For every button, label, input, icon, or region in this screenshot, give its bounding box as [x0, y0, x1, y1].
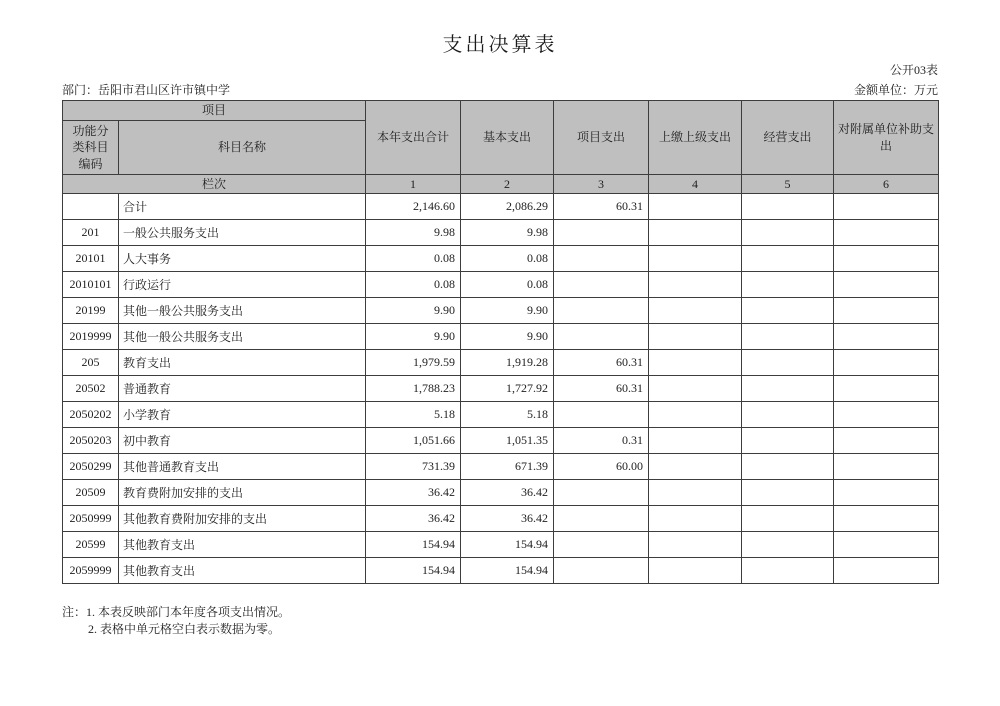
unit-label: 金额单位：万元 — [853, 83, 938, 97]
table-row — [63, 480, 939, 506]
cell-amount — [742, 246, 834, 272]
cell-amount: 36.42 — [366, 506, 461, 532]
footnotes — [62, 604, 290, 638]
cell-amount — [649, 272, 742, 298]
table-row — [63, 454, 939, 480]
cell-amount: 9.98 — [366, 220, 461, 246]
cell-amount — [834, 558, 939, 584]
cell-amount: 154.94 — [461, 558, 554, 584]
cell-amount — [649, 298, 742, 324]
cell-subject-name: 初中教育 — [119, 428, 366, 454]
page-title: 支出决算表 — [442, 34, 558, 56]
lanci-col-2: 2 — [461, 175, 554, 194]
cell-subject-name: 其他一般公共服务支出 — [119, 324, 366, 350]
table-row — [63, 428, 939, 454]
header-subject-name: 科目名称 — [119, 121, 366, 175]
cell-function-code: 2050203 — [63, 428, 119, 454]
cell-function-code: 20199 — [63, 298, 119, 324]
cell-amount — [834, 298, 939, 324]
cell-amount — [649, 506, 742, 532]
cell-amount — [742, 454, 834, 480]
cell-amount — [554, 324, 649, 350]
cell-amount — [554, 298, 649, 324]
cell-amount: 0.08 — [366, 246, 461, 272]
cell-amount: 154.94 — [461, 532, 554, 558]
cell-amount — [554, 558, 649, 584]
cell-amount: 36.42 — [461, 506, 554, 532]
cell-amount — [742, 506, 834, 532]
cell-amount — [834, 428, 939, 454]
cell-amount: 9.90 — [366, 298, 461, 324]
cell-amount: 36.42 — [461, 480, 554, 506]
cell-function-code: 201 — [63, 220, 119, 246]
cell-amount: 36.42 — [366, 480, 461, 506]
cell-amount — [834, 506, 939, 532]
cell-amount — [742, 272, 834, 298]
table-row — [63, 350, 939, 376]
cell-amount — [554, 480, 649, 506]
table-row — [63, 506, 939, 532]
table-row — [63, 532, 939, 558]
cell-amount: 2,146.60 — [366, 194, 461, 220]
cell-amount — [649, 428, 742, 454]
lanci-col-3: 3 — [554, 175, 649, 194]
cell-subject-name: 人大事务 — [119, 246, 366, 272]
table-row — [63, 272, 939, 298]
cell-amount: 60.00 — [554, 454, 649, 480]
cell-subject-name: 普通教育 — [119, 376, 366, 402]
table-row — [63, 298, 939, 324]
cell-amount — [834, 324, 939, 350]
header-total-expenditure: 本年支出合计 — [366, 101, 461, 175]
cell-function-code: 2050202 — [63, 402, 119, 428]
expenditure-table — [62, 100, 939, 584]
cell-amount — [649, 376, 742, 402]
cell-amount — [742, 220, 834, 246]
cell-amount: 0.08 — [366, 272, 461, 298]
header-upturn-expenditure: 上缴上级支出 — [649, 101, 742, 175]
cell-amount — [649, 324, 742, 350]
header-function-code: 功能分类科目编码 — [63, 121, 119, 175]
lanci-col-5: 5 — [742, 175, 834, 194]
cell-amount — [554, 402, 649, 428]
cell-function-code: 2010101 — [63, 272, 119, 298]
cell-amount — [834, 220, 939, 246]
cell-amount — [649, 454, 742, 480]
cell-function-code: 2019999 — [63, 324, 119, 350]
cell-amount — [554, 246, 649, 272]
cell-amount — [649, 220, 742, 246]
cell-function-code: 20509 — [63, 480, 119, 506]
cell-amount — [554, 532, 649, 558]
cell-amount — [742, 350, 834, 376]
cell-amount — [742, 558, 834, 584]
header-operating-expenditure: 经营支出 — [742, 101, 834, 175]
cell-amount — [834, 402, 939, 428]
header-subsidiary-expenditure: 对附属单位补助支出 — [834, 101, 939, 175]
cell-amount: 1,919.28 — [461, 350, 554, 376]
cell-subject-name: 行政运行 — [119, 272, 366, 298]
cell-amount: 1,727.92 — [461, 376, 554, 402]
cell-amount — [742, 298, 834, 324]
cell-amount — [742, 324, 834, 350]
cell-amount: 60.31 — [554, 376, 649, 402]
header-project: 项目 — [63, 101, 366, 121]
cell-amount — [554, 220, 649, 246]
lanci-col-4: 4 — [649, 175, 742, 194]
table-row — [63, 246, 939, 272]
cell-amount: 731.39 — [366, 454, 461, 480]
table-row — [63, 558, 939, 584]
cell-amount — [834, 376, 939, 402]
cell-amount: 5.18 — [461, 402, 554, 428]
cell-function-code: 2050299 — [63, 454, 119, 480]
cell-amount — [742, 480, 834, 506]
cell-amount: 9.98 — [461, 220, 554, 246]
cell-function-code: 2059999 — [63, 558, 119, 584]
cell-subject-name: 其他教育费附加安排的支出 — [119, 506, 366, 532]
cell-amount — [649, 194, 742, 220]
table-row — [63, 194, 939, 220]
table-body — [63, 194, 939, 584]
cell-amount — [742, 532, 834, 558]
cell-amount: 9.90 — [461, 324, 554, 350]
cell-subject-name: 其他一般公共服务支出 — [119, 298, 366, 324]
cell-amount — [834, 246, 939, 272]
cell-amount: 1,788.23 — [366, 376, 461, 402]
table-row — [63, 376, 939, 402]
cell-amount — [742, 428, 834, 454]
table-row — [63, 220, 939, 246]
department-label: 部门：岳阳市君山区许市镇中学 — [62, 83, 231, 97]
cell-amount: 1,051.66 — [366, 428, 461, 454]
lanci-col-6: 6 — [834, 175, 939, 194]
cell-amount — [742, 194, 834, 220]
cell-amount — [649, 246, 742, 272]
cell-subject-name: 其他普通教育支出 — [119, 454, 366, 480]
cell-amount — [834, 350, 939, 376]
cell-function-code: 20101 — [63, 246, 119, 272]
cell-amount — [834, 480, 939, 506]
note-line-1: 注：1. 本表反映部门本年度各项支出情况。 — [62, 605, 291, 619]
cell-function-code: 20502 — [63, 376, 119, 402]
cell-function-code — [63, 194, 119, 220]
cell-amount: 0.08 — [461, 246, 554, 272]
cell-amount: 9.90 — [461, 298, 554, 324]
cell-amount — [554, 272, 649, 298]
cell-amount — [649, 402, 742, 428]
cell-amount: 5.18 — [366, 402, 461, 428]
cell-function-code: 20599 — [63, 532, 119, 558]
cell-amount: 1,979.59 — [366, 350, 461, 376]
cell-amount: 0.08 — [461, 272, 554, 298]
lanci-col-1: 1 — [366, 175, 461, 194]
lanci-label: 栏次 — [63, 175, 366, 194]
cell-subject-name: 小学教育 — [119, 402, 366, 428]
cell-amount — [649, 350, 742, 376]
cell-subject-name: 教育费附加安排的支出 — [119, 480, 366, 506]
cell-amount: 9.90 — [366, 324, 461, 350]
header-row-project — [63, 101, 939, 121]
cell-amount — [742, 402, 834, 428]
cell-amount — [834, 272, 939, 298]
cell-amount — [834, 454, 939, 480]
cell-amount — [649, 558, 742, 584]
table-row — [63, 324, 939, 350]
cell-amount — [834, 532, 939, 558]
table-header — [63, 101, 939, 194]
cell-amount — [742, 376, 834, 402]
cell-amount: 671.39 — [461, 454, 554, 480]
cell-amount: 2,086.29 — [461, 194, 554, 220]
cell-function-code: 205 — [63, 350, 119, 376]
meta-row — [62, 81, 938, 98]
cell-subject-name: 其他教育支出 — [119, 558, 366, 584]
form-number-label: 公开03表 — [889, 63, 938, 77]
cell-subject-name: 一般公共服务支出 — [119, 220, 366, 246]
cell-amount: 60.31 — [554, 194, 649, 220]
header-basic-expenditure: 基本支出 — [461, 101, 554, 175]
cell-amount: 60.31 — [554, 350, 649, 376]
cell-amount — [649, 480, 742, 506]
cell-subject-name: 合计 — [119, 194, 366, 220]
note-line-2: 2. 表格中单元格空白表示数据为零。 — [88, 622, 281, 636]
cell-amount: 0.31 — [554, 428, 649, 454]
cell-amount: 154.94 — [366, 532, 461, 558]
cell-amount: 154.94 — [366, 558, 461, 584]
cell-amount — [834, 194, 939, 220]
cell-subject-name: 教育支出 — [119, 350, 366, 376]
cell-subject-name: 其他教育支出 — [119, 532, 366, 558]
table-row — [63, 402, 939, 428]
cell-amount: 1,051.35 — [461, 428, 554, 454]
header-row-lanci — [63, 175, 939, 194]
cell-amount — [554, 506, 649, 532]
header-project-expenditure: 项目支出 — [554, 101, 649, 175]
cell-function-code: 2050999 — [63, 506, 119, 532]
cell-amount — [649, 532, 742, 558]
